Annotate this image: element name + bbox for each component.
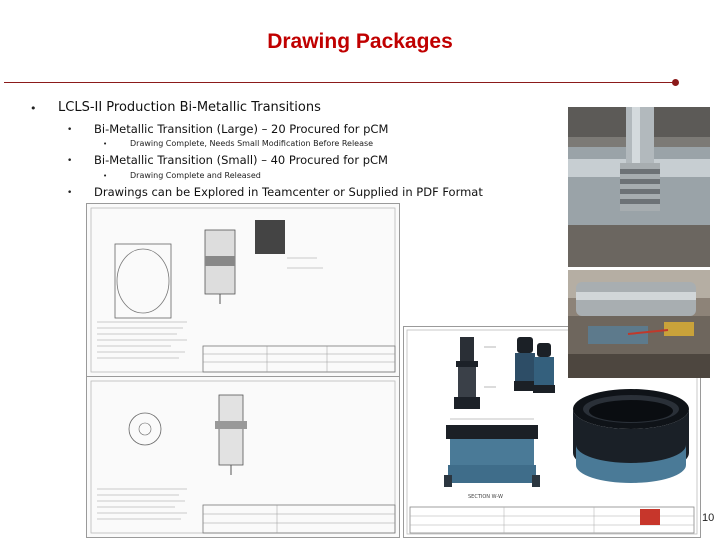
bullet-item-small: Bi-Metallic Transition (Small) – 40 Procured for pCM bbox=[94, 153, 388, 167]
transition-photo-pipe bbox=[568, 107, 710, 267]
bullet-sub-large: Drawing Complete, Needs Small Modification Before Release bbox=[130, 139, 374, 148]
bullet-marker: • bbox=[67, 125, 73, 135]
bullet-item-teamcenter: Drawings can be Explored in Teamcenter or Supplied in PDF Format bbox=[94, 185, 483, 199]
bullet-marker: • bbox=[67, 188, 73, 198]
slide-title: Drawing Packages bbox=[267, 30, 453, 53]
section-label: SECTION W-W bbox=[468, 494, 503, 500]
bullet-marker: • bbox=[103, 172, 108, 180]
transition-photo-assembly bbox=[568, 270, 710, 378]
bullet-item-large: Bi-Metallic Transition (Large) – 20 Procured for pCM bbox=[94, 122, 389, 136]
drawing-sheet-large bbox=[86, 203, 400, 377]
drawing-sheet-small bbox=[86, 376, 400, 538]
title-divider bbox=[4, 82, 676, 83]
drawing-small-illustration bbox=[87, 377, 399, 537]
bullet-marker: • bbox=[103, 140, 108, 148]
bullet-sub-small: Drawing Complete and Released bbox=[130, 171, 261, 180]
bullet-marker: • bbox=[67, 156, 73, 166]
large-transition-render bbox=[566, 375, 696, 495]
page-number: 10 bbox=[702, 512, 715, 524]
bullet-level1: LCLS-II Production Bi-Metallic Transitions bbox=[58, 100, 321, 115]
bullet-marker: • bbox=[30, 102, 37, 115]
drawing-large-illustration bbox=[87, 204, 399, 376]
title-divider-dot bbox=[672, 79, 679, 86]
